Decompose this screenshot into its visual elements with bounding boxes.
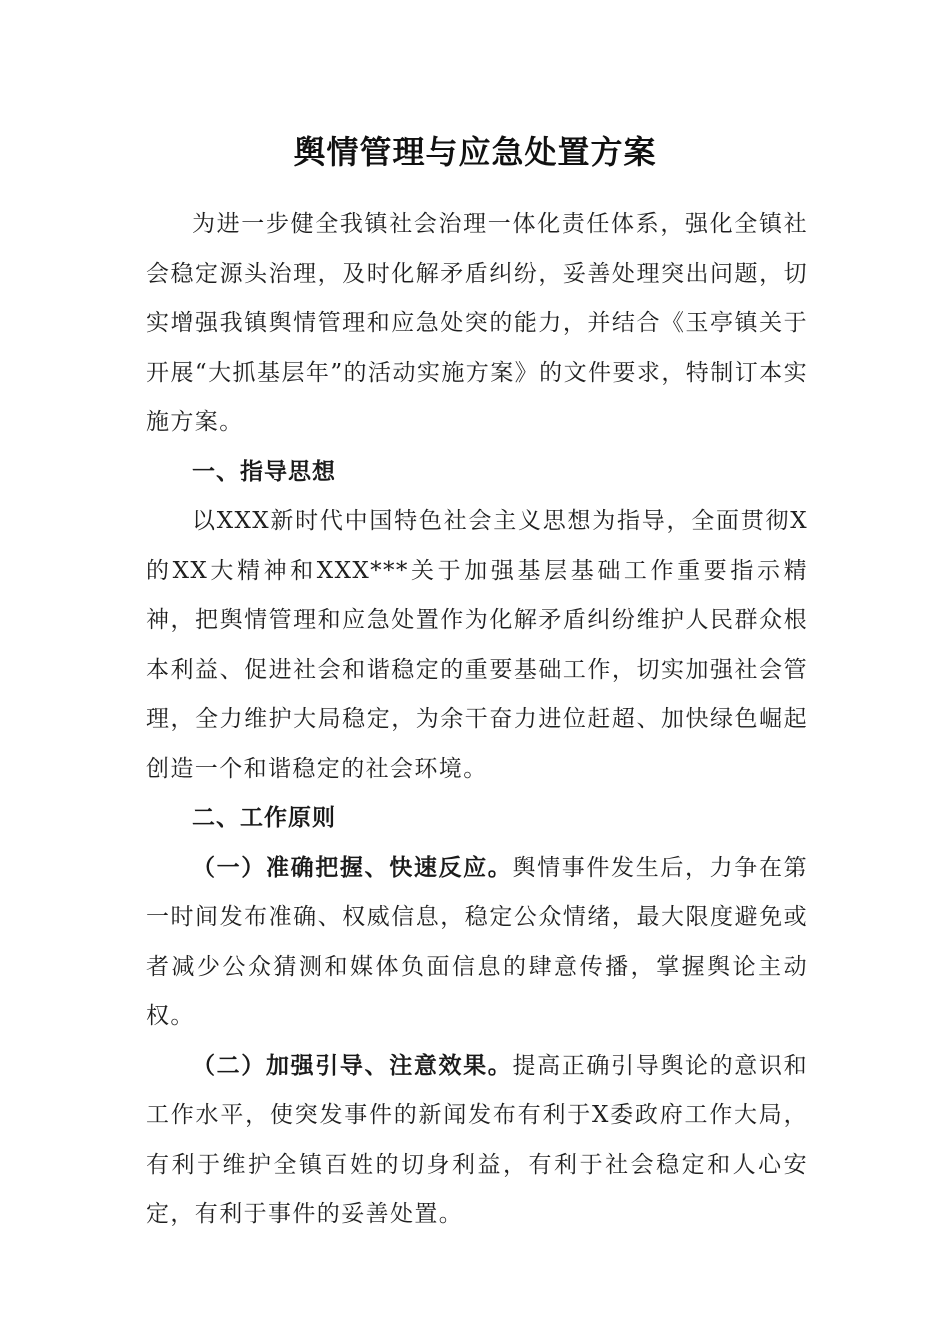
principle-item-1	[146, 844, 808, 1042]
section-heading-work-principles: 二、工作原则	[192, 805, 336, 831]
principle-item-2	[146, 1042, 808, 1240]
guiding-ideology-paragraph: 以XXX新时代中国特色社会主义思想为指导，全面贯彻X的XX大精神和XXX***关于加强基层基础工作重要指示精神，把舆情管理和应急处置作为化解矛盾纠纷维护人民群众根本利益、促进社会和谐稳定的重要基础工作，切实加强社会管理，全力维护大局稳定，为余干奋力进位赶超、加快绿色崛起创造一个和谐稳定的社会环境。	[146, 508, 808, 782]
principle-item-1-text: 舆情事件发生后，力争在第一时间发布准确、权威信息，稳定公众情绪，最大限度避免或者减少公众猜测和媒体负面信息的肆意传播，掌握舆论主动权。	[146, 854, 808, 1029]
intro-paragraph: 为进一步健全我镇社会治理一体化责任体系，强化全镇社会稳定源头治理，及时化解矛盾纠纷，妥善处理突出问题，切实增强我镇舆情管理和应急处突的能力，并结合《玉亭镇关于开展“大抓基层年”的活动实施方案》的文件要求，特制订本实施方案。	[146, 211, 808, 435]
document-body	[146, 200, 808, 1240]
principle-item-1-lead: （一）准确把握、快速反应。	[192, 854, 513, 881]
principle-item-2-text: 提高正确引导舆论的意识和工作水平，使突发事件的新闻发布有利于X委政府工作大局，有利于维护全镇百姓的切身利益，有利于社会稳定和人心安定，有利于事件的妥善处置。	[146, 1052, 808, 1227]
section-heading-guiding-ideology: 一、指导思想	[192, 458, 336, 485]
principle-item-2-lead: （二）加强引导、注意效果。	[192, 1052, 513, 1079]
document-title: 舆情管理与应急处置方案	[293, 133, 657, 171]
